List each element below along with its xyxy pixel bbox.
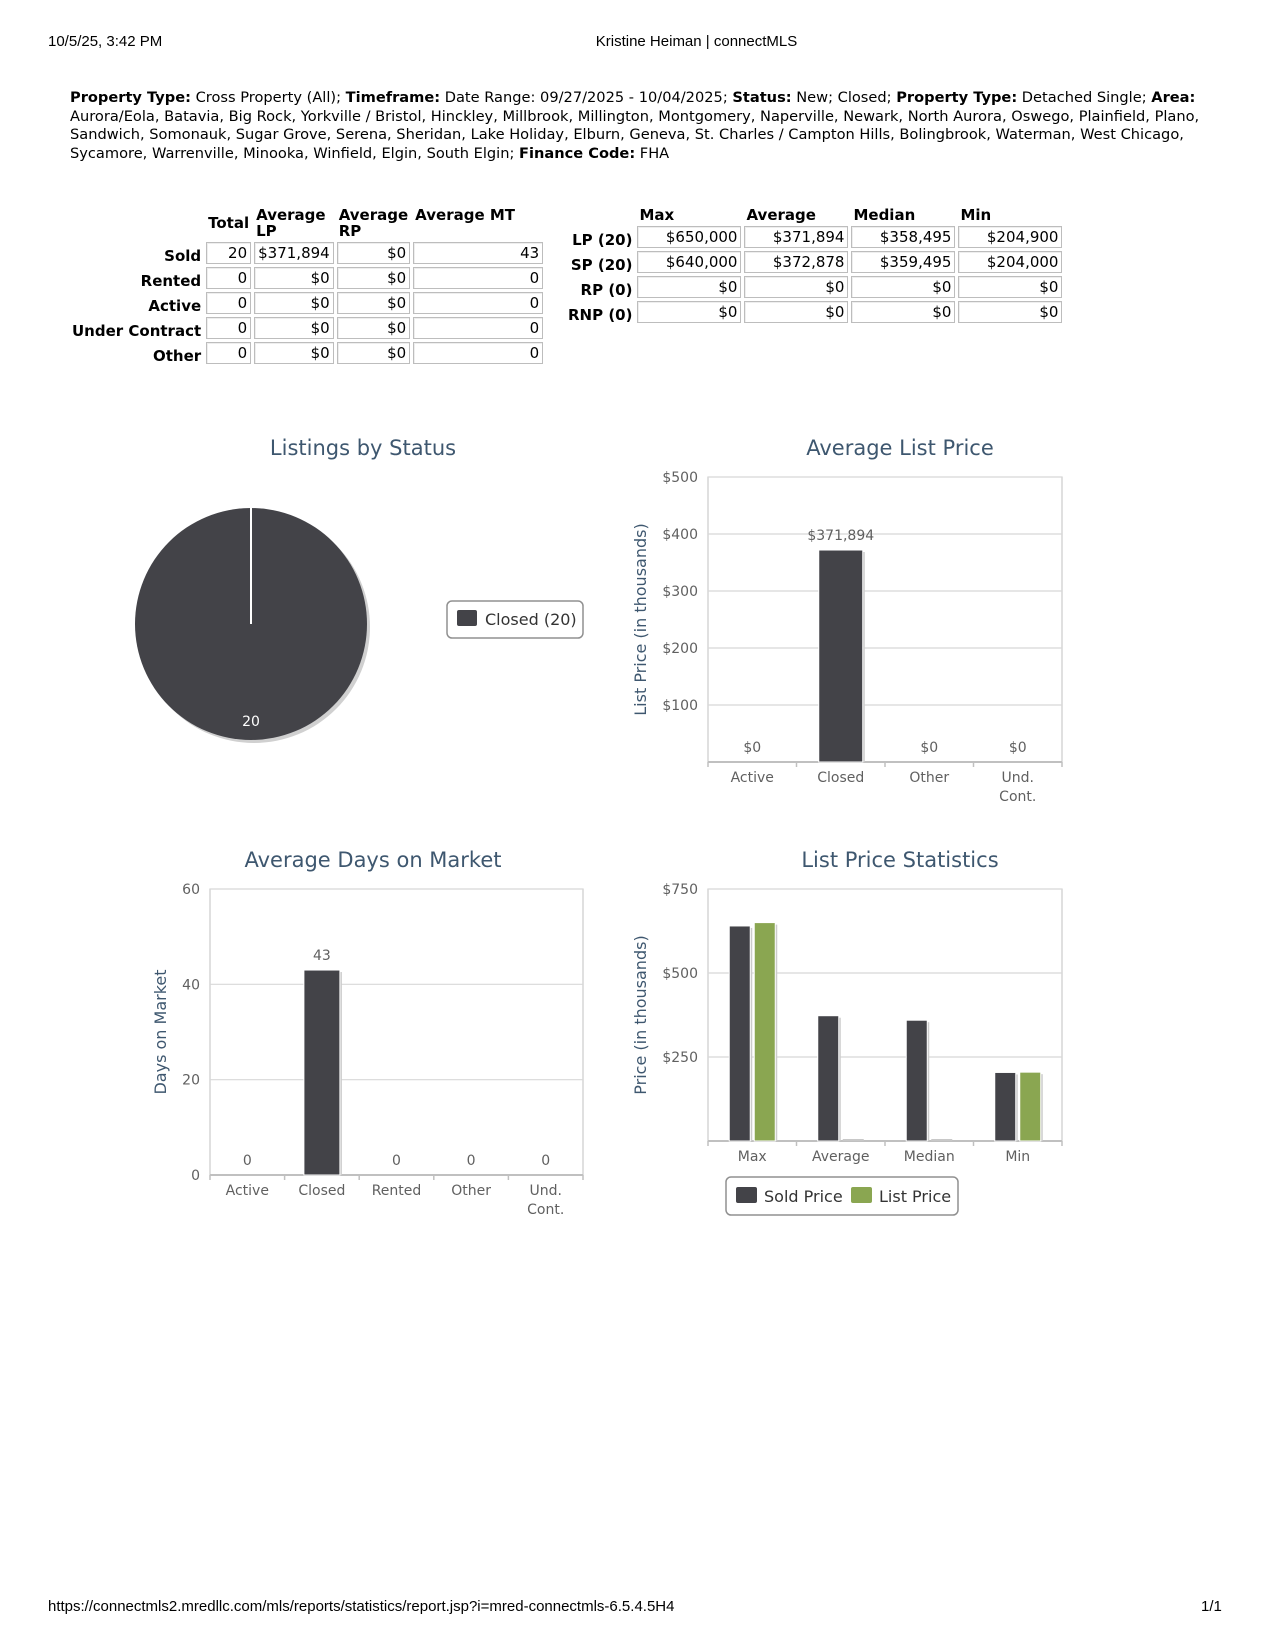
days-on-market-category-label: Rented	[371, 1183, 422, 1199]
price-table-cell: $0	[851, 276, 955, 298]
list-price-stats-y-tick-label: $750	[662, 882, 698, 898]
summary-table-cell: 20	[206, 242, 251, 264]
summary-table-cell: $371,894	[254, 242, 334, 264]
criteria-value: Cross Property (All);	[190, 89, 346, 106]
legend-swatch-list-price	[851, 1187, 872, 1203]
summary-table-cell: $0	[337, 242, 410, 264]
criteria-label: Timeframe:	[345, 89, 441, 106]
price-table-cell: $0	[958, 276, 1062, 298]
criteria-value: Aurora/Eola, Batavia, Big Rock, Yorkville / Bristol, Hinckley, Millbrook, Millington, Montgomery, Naperville, Newark, North Aurora, Oswego, Plainfield, Plano, Sandwich, Somonauk, Sugar Grove, Serena, Sheridan, Lake Holiday, Elburn, Geneva, St. Charles / Campton Hills, Bolingbrook, Waterman, West Chicago, Sycamore, Warrenville, Minooka, Winfield, Elgin, South Elgin;	[70, 89, 1204, 162]
summary-table-cell: 0	[206, 317, 251, 339]
summary-table-cell: 0	[413, 342, 543, 364]
days-on-market-data-label: 0	[242, 1153, 252, 1169]
price-table-row-label: RNP (0)	[568, 306, 633, 324]
price-table-cell: $0	[958, 301, 1062, 323]
list-price-stats-category-label: Average	[812, 1149, 870, 1165]
print-timestamp: 10/5/25, 3:42 PM	[48, 33, 163, 50]
list-price-stats-category-label: Median	[903, 1149, 955, 1165]
avg-list-price-y-tick-label: $500	[662, 470, 698, 486]
days-on-market-data-label: 43	[312, 948, 331, 965]
summary-header-avg-mt: Average MT	[415, 206, 516, 224]
days-on-market-y-tick-label: 60	[182, 882, 200, 898]
list-price-stats-bar-empty	[931, 1139, 952, 1141]
list-price-stats-y-axis-title: Price (in thousands)	[631, 935, 650, 1095]
price-table-cell: $0	[851, 301, 955, 323]
avg-list-price-y-axis-title: List Price (in thousands)	[631, 523, 650, 716]
summary-table-cell: $0	[254, 342, 334, 364]
avg-list-price-y-tick-label: $200	[662, 641, 698, 657]
footer-url: https://connectmls2.mredllc.com/mls/reports/statistics/report.jsp?i=mred-connectmls-6.5.4.5H4	[48, 1598, 675, 1615]
summary-table-row-label: Active	[148, 297, 202, 315]
summary-table-cell: 43	[413, 242, 543, 264]
criteria-value: FHA	[635, 144, 670, 162]
price-table-cell: $358,495	[851, 226, 955, 248]
page-title: Kristine Heiman | connectMLS	[595, 33, 798, 50]
list-price-stats-bar-list-price[interactable]	[754, 923, 775, 1141]
summary-table-cell: $0	[254, 292, 334, 314]
price-header-average: Average	[746, 206, 816, 224]
avg-list-price-category-label: Other	[909, 770, 950, 786]
price-table-cell: $359,495	[851, 251, 955, 273]
price-table-cell: $204,000	[958, 251, 1062, 273]
avg-list-price-data-label: $0	[1008, 740, 1027, 756]
days-on-market-y-tick-label: 20	[182, 1072, 200, 1089]
summary-table-cell: $0	[337, 342, 410, 364]
summary-table-cell: 0	[206, 267, 251, 289]
days-on-market-category-label: Und. Cont.	[527, 1183, 565, 1218]
criteria-value: Detached Single;	[1017, 89, 1152, 106]
days-on-market-y-tick-label: 40	[182, 977, 200, 994]
criteria-label: Property Type:	[896, 89, 1018, 106]
summary-table-cell: $0	[337, 292, 410, 314]
footer-page-number: 1/1	[1201, 1598, 1222, 1615]
list-price-stats-bar-sold-price[interactable]	[995, 1072, 1016, 1141]
avg-list-price-plot-area	[708, 477, 1062, 762]
pie-legend-swatch	[457, 610, 477, 626]
days-on-market-data-label: 0	[541, 1153, 551, 1169]
summary-header-total: Total	[208, 214, 250, 232]
avg-list-price-category-label: Und. Cont.	[999, 770, 1037, 805]
list-price-stats-bar-empty	[843, 1139, 864, 1141]
price-table-cell: $0	[637, 301, 741, 323]
summary-table-cell: 0	[206, 342, 251, 364]
avg-list-price-chart-title: Average List Price	[806, 436, 994, 460]
days-on-market-data-label: 0	[466, 1153, 476, 1169]
list-price-stats-bar-sold-price[interactable]	[818, 1016, 839, 1141]
price-table-cell: $204,900	[958, 226, 1062, 248]
avg-list-price-category-label: Active	[730, 770, 774, 786]
list-price-stats-category-label: Min	[1005, 1149, 1031, 1165]
pie-chart-title: Listings by Status	[269, 436, 457, 460]
summary-table-row-label: Under Contract	[72, 322, 202, 340]
pie-data-label: 20	[242, 714, 260, 730]
price-header-min: Min	[960, 206, 992, 224]
legend-label-sold-price: Sold Price	[764, 1187, 843, 1206]
list-price-stats-chart-title: List Price Statistics	[801, 848, 999, 872]
price-table-row-label: RP (0)	[580, 281, 633, 299]
summary-table-cell: $0	[337, 267, 410, 289]
criteria-label: Status:	[732, 89, 792, 106]
summary-table-row-label: Rented	[140, 272, 202, 290]
days-on-market-y-tick-label: 0	[191, 1168, 200, 1184]
price-table-cell: $372,878	[744, 251, 848, 273]
summary-table-cell: $0	[254, 317, 334, 339]
days-on-market-chart-title: Average Days on Market	[244, 848, 502, 872]
avg-list-price-y-tick-label: $100	[662, 698, 698, 714]
price-table-cell: $371,894	[744, 226, 848, 248]
days-on-market-category-label: Closed	[298, 1183, 346, 1199]
list-price-stats-bar-list-price[interactable]	[1020, 1072, 1041, 1141]
days-on-market-data-label: 0	[392, 1153, 401, 1169]
avg-list-price-bar[interactable]	[819, 550, 863, 762]
summary-table-cell: 0	[413, 267, 543, 289]
price-table-row-label: SP (20)	[570, 256, 633, 274]
list-price-stats-y-tick-label: $250	[662, 1050, 698, 1066]
criteria-value: New; Closed;	[791, 89, 897, 106]
price-table-row-label: LP (20)	[572, 231, 633, 249]
summary-table-row-label: Other	[152, 347, 202, 365]
list-price-stats-bar-sold-price[interactable]	[729, 926, 750, 1141]
criteria-label: Area:	[1151, 89, 1196, 106]
price-header-median: Median	[853, 206, 916, 224]
avg-list-price-data-label: $371,894	[807, 528, 875, 545]
pie-legend-label: Closed (20)	[485, 610, 577, 629]
days-on-market-category-label: Active	[225, 1183, 269, 1199]
summary-table-cell: 0	[206, 292, 251, 314]
avg-list-price-category-label: Closed	[817, 770, 865, 786]
summary-table-cell: $0	[337, 317, 410, 339]
price-header-max: Max	[639, 206, 675, 224]
avg-list-price-data-label: $0	[743, 740, 762, 756]
summary-table-cell: $0	[254, 267, 334, 289]
days-on-market-y-axis-title: Days on Market	[151, 969, 170, 1095]
avg-list-price-y-tick-label: $300	[662, 584, 698, 600]
summary-table-row-label: Sold	[164, 247, 202, 265]
days-on-market-bar[interactable]	[304, 970, 340, 1175]
criteria-label: Property Type:	[70, 89, 191, 106]
list-price-stats-y-tick-label: $500	[662, 966, 698, 982]
summary-table-cell: 0	[413, 292, 543, 314]
price-table-cell: $640,000	[637, 251, 741, 273]
legend-swatch-sold-price	[736, 1187, 757, 1203]
summary-header-avg-lp: Average LP	[256, 206, 326, 240]
days-on-market-category-label: Other	[451, 1183, 491, 1199]
avg-list-price-data-label: $0	[920, 740, 939, 756]
price-table-cell: $0	[744, 301, 848, 323]
list-price-stats-bar-sold-price[interactable]	[906, 1020, 927, 1141]
summary-table-cell: 0	[413, 317, 543, 339]
price-table-cell: $650,000	[637, 226, 741, 248]
avg-list-price-y-tick-label: $400	[662, 527, 698, 543]
summary-header-avg-rp: Average RP	[338, 206, 409, 240]
list-price-stats-category-label: Max	[737, 1149, 767, 1165]
criteria-value: Date Range: 09/27/2025 - 10/04/2025;	[440, 89, 733, 106]
legend-label-list-price: List Price	[879, 1187, 952, 1206]
price-table-cell: $0	[637, 276, 741, 298]
criteria-label: Finance Code:	[519, 144, 636, 162]
price-table-cell: $0	[744, 276, 848, 298]
days-on-market-plot-area	[210, 889, 583, 1175]
